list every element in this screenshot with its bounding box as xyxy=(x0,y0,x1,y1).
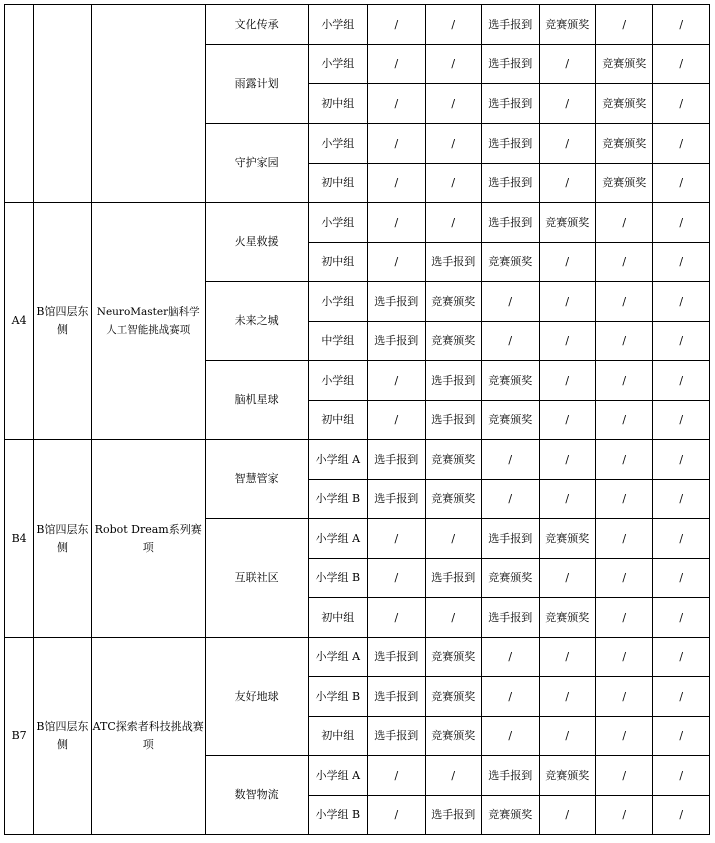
group-cell: 初中组 xyxy=(308,84,368,124)
group-cell: 小学组 B xyxy=(308,796,368,835)
slot-cell: / xyxy=(595,322,652,361)
group-cell: 小学组 xyxy=(308,361,368,401)
slot-cell: / xyxy=(482,440,539,480)
slot-cell: 选手报到 xyxy=(425,796,481,835)
group-cell: 小学组 B xyxy=(308,677,368,717)
group-cell: 初中组 xyxy=(308,164,368,203)
slot-cell: 竞赛颁奖 xyxy=(425,440,481,480)
slot-cell: 选手报到 xyxy=(425,559,481,598)
slot-cell: 选手报到 xyxy=(368,480,425,519)
slot-cell: 选手报到 xyxy=(368,717,425,756)
slot-cell: 竞赛颁奖 xyxy=(539,203,595,243)
slot-cell: 竞赛颁奖 xyxy=(539,519,595,559)
slot-cell: / xyxy=(539,401,595,440)
slot-cell: / xyxy=(653,282,710,322)
slot-cell: / xyxy=(539,361,595,401)
slot-cell: 竞赛颁奖 xyxy=(482,361,539,401)
slot-cell: 竞赛颁奖 xyxy=(482,559,539,598)
slot-cell: / xyxy=(482,322,539,361)
slot-cell: 选手报到 xyxy=(482,203,539,243)
slot-cell: 竞赛颁奖 xyxy=(425,677,481,717)
slot-cell: 选手报到 xyxy=(482,45,539,84)
slot-cell: / xyxy=(482,677,539,717)
slot-cell: 选手报到 xyxy=(482,164,539,203)
slot-cell: / xyxy=(425,519,481,559)
slot-cell: / xyxy=(595,559,652,598)
booth-code: A4 xyxy=(5,203,34,440)
slot-cell: / xyxy=(653,519,710,559)
competition-name: NeuroMaster脑科学人工智能挑战赛项 xyxy=(91,203,205,440)
slot-cell: / xyxy=(482,480,539,519)
slot-cell: / xyxy=(653,45,710,84)
event-cell: 智慧管家 xyxy=(205,440,308,519)
location-cell xyxy=(34,5,91,203)
slot-cell: 选手报到 xyxy=(482,5,539,45)
slot-cell: / xyxy=(368,756,425,796)
slot-cell: / xyxy=(595,598,652,638)
slot-cell: 竞赛颁奖 xyxy=(482,796,539,835)
slot-cell: / xyxy=(539,480,595,519)
slot-cell: / xyxy=(595,361,652,401)
slot-cell: 选手报到 xyxy=(482,124,539,164)
slot-cell: / xyxy=(368,45,425,84)
slot-cell: 选手报到 xyxy=(425,243,481,282)
slot-cell: / xyxy=(539,638,595,677)
slot-cell: / xyxy=(368,598,425,638)
slot-cell: 选手报到 xyxy=(368,638,425,677)
slot-cell: 选手报到 xyxy=(368,282,425,322)
slot-cell: / xyxy=(539,717,595,756)
group-cell: 小学组 xyxy=(308,5,368,45)
slot-cell: / xyxy=(595,203,652,243)
slot-cell: / xyxy=(368,164,425,203)
slot-cell: / xyxy=(653,5,710,45)
slot-cell: / xyxy=(368,519,425,559)
slot-cell: 选手报到 xyxy=(368,677,425,717)
group-cell: 中学组 xyxy=(308,322,368,361)
slot-cell: / xyxy=(425,756,481,796)
slot-cell: / xyxy=(653,203,710,243)
slot-cell: / xyxy=(368,559,425,598)
slot-cell: / xyxy=(425,203,481,243)
slot-cell: / xyxy=(539,282,595,322)
slot-cell: / xyxy=(539,796,595,835)
group-cell: 初中组 xyxy=(308,717,368,756)
slot-cell: / xyxy=(539,45,595,84)
slot-cell: / xyxy=(653,401,710,440)
slot-cell: 选手报到 xyxy=(482,519,539,559)
event-cell: 文化传承 xyxy=(205,5,308,45)
slot-cell: / xyxy=(653,796,710,835)
slot-cell: / xyxy=(653,440,710,480)
slot-cell: / xyxy=(595,243,652,282)
slot-cell: / xyxy=(425,45,481,84)
slot-cell: 竞赛颁奖 xyxy=(595,164,652,203)
slot-cell: / xyxy=(595,5,652,45)
group-cell: 小学组 A xyxy=(308,519,368,559)
event-cell: 守护家园 xyxy=(205,124,308,203)
slot-cell: / xyxy=(368,203,425,243)
event-cell: 火星救援 xyxy=(205,203,308,282)
slot-cell: / xyxy=(539,559,595,598)
slot-cell: / xyxy=(368,401,425,440)
slot-cell: 选手报到 xyxy=(482,598,539,638)
event-cell: 数智物流 xyxy=(205,756,308,835)
competition-name: Robot Dream系列赛项 xyxy=(91,440,205,638)
event-cell: 未来之城 xyxy=(205,282,308,361)
event-cell: 雨露计划 xyxy=(205,45,308,124)
slot-cell: 竞赛颁奖 xyxy=(539,5,595,45)
slot-cell: / xyxy=(368,84,425,124)
group-cell: 初中组 xyxy=(308,598,368,638)
slot-cell: 选手报到 xyxy=(482,84,539,124)
group-cell: 小学组 B xyxy=(308,480,368,519)
table-row xyxy=(5,203,710,243)
slot-cell: / xyxy=(482,638,539,677)
slot-cell: / xyxy=(653,164,710,203)
slot-cell: / xyxy=(595,282,652,322)
slot-cell: / xyxy=(595,677,652,717)
slot-cell: / xyxy=(425,5,481,45)
slot-cell: / xyxy=(653,677,710,717)
slot-cell: / xyxy=(482,717,539,756)
group-cell: 小学组 xyxy=(308,124,368,164)
slot-cell: / xyxy=(368,243,425,282)
slot-cell: 竞赛颁奖 xyxy=(425,480,481,519)
slot-cell: 竞赛颁奖 xyxy=(595,124,652,164)
slot-cell: / xyxy=(368,796,425,835)
slot-cell: 竞赛颁奖 xyxy=(425,282,481,322)
table-row xyxy=(5,638,710,677)
slot-cell: / xyxy=(653,124,710,164)
slot-cell: / xyxy=(653,322,710,361)
group-cell: 小学组 A xyxy=(308,440,368,480)
group-cell: 小学组 xyxy=(308,203,368,243)
slot-cell: / xyxy=(368,124,425,164)
booth-code: B7 xyxy=(5,638,34,835)
slot-cell: / xyxy=(539,84,595,124)
slot-cell: / xyxy=(368,361,425,401)
competition-name: ATC探索者科技挑战赛项 xyxy=(91,638,205,835)
slot-cell: / xyxy=(425,124,481,164)
slot-cell: / xyxy=(539,322,595,361)
slot-cell: / xyxy=(539,677,595,717)
slot-cell: / xyxy=(595,756,652,796)
slot-cell: / xyxy=(653,480,710,519)
slot-cell: / xyxy=(653,598,710,638)
slot-cell: / xyxy=(595,519,652,559)
group-cell: 初中组 xyxy=(308,401,368,440)
slot-cell: 竞赛颁奖 xyxy=(595,84,652,124)
event-cell: 互联社区 xyxy=(205,519,308,638)
slot-cell: 竞赛颁奖 xyxy=(539,598,595,638)
slot-cell: / xyxy=(425,164,481,203)
group-cell: 小学组 xyxy=(308,282,368,322)
event-cell: 脑机星球 xyxy=(205,361,308,440)
slot-cell: 选手报到 xyxy=(482,756,539,796)
slot-cell: 竞赛颁奖 xyxy=(425,322,481,361)
group-cell: 小学组 xyxy=(308,45,368,84)
group-cell: 小学组 A xyxy=(308,756,368,796)
slot-cell: 选手报到 xyxy=(368,440,425,480)
slot-cell: / xyxy=(595,638,652,677)
schedule-table xyxy=(4,4,710,835)
slot-cell: / xyxy=(595,796,652,835)
slot-cell: / xyxy=(425,598,481,638)
slot-cell: / xyxy=(539,124,595,164)
slot-cell: / xyxy=(653,717,710,756)
slot-cell: / xyxy=(595,480,652,519)
table-row xyxy=(5,440,710,480)
slot-cell: 竞赛颁奖 xyxy=(425,638,481,677)
slot-cell: 竞赛颁奖 xyxy=(482,401,539,440)
slot-cell: / xyxy=(653,756,710,796)
location-cell: B馆四层东侧 xyxy=(34,638,91,835)
slot-cell: / xyxy=(653,559,710,598)
group-cell: 小学组 A xyxy=(308,638,368,677)
slot-cell: / xyxy=(539,164,595,203)
booth-code: B4 xyxy=(5,440,34,638)
slot-cell: / xyxy=(425,84,481,124)
slot-cell: 竞赛颁奖 xyxy=(539,756,595,796)
slot-cell: 选手报到 xyxy=(425,401,481,440)
slot-cell: 竞赛颁奖 xyxy=(595,45,652,84)
competition-cell xyxy=(91,5,205,203)
slot-cell: / xyxy=(539,243,595,282)
table-row xyxy=(5,5,710,45)
location-cell: B馆四层东侧 xyxy=(34,203,91,440)
event-cell: 友好地球 xyxy=(205,638,308,756)
slot-cell: / xyxy=(653,361,710,401)
slot-cell: / xyxy=(595,401,652,440)
slot-cell: / xyxy=(653,638,710,677)
slot-cell: / xyxy=(595,440,652,480)
group-cell: 初中组 xyxy=(308,243,368,282)
slot-cell: / xyxy=(595,717,652,756)
slot-cell: / xyxy=(653,243,710,282)
slot-cell: 选手报到 xyxy=(368,322,425,361)
slot-cell: 选手报到 xyxy=(425,361,481,401)
slot-cell: 竞赛颁奖 xyxy=(482,243,539,282)
slot-cell: / xyxy=(482,282,539,322)
slot-cell: 竞赛颁奖 xyxy=(425,717,481,756)
booth-cell xyxy=(5,5,34,203)
location-cell: B馆四层东侧 xyxy=(34,440,91,638)
slot-cell: / xyxy=(368,5,425,45)
slot-cell: / xyxy=(539,440,595,480)
slot-cell: / xyxy=(653,84,710,124)
group-cell: 小学组 B xyxy=(308,559,368,598)
